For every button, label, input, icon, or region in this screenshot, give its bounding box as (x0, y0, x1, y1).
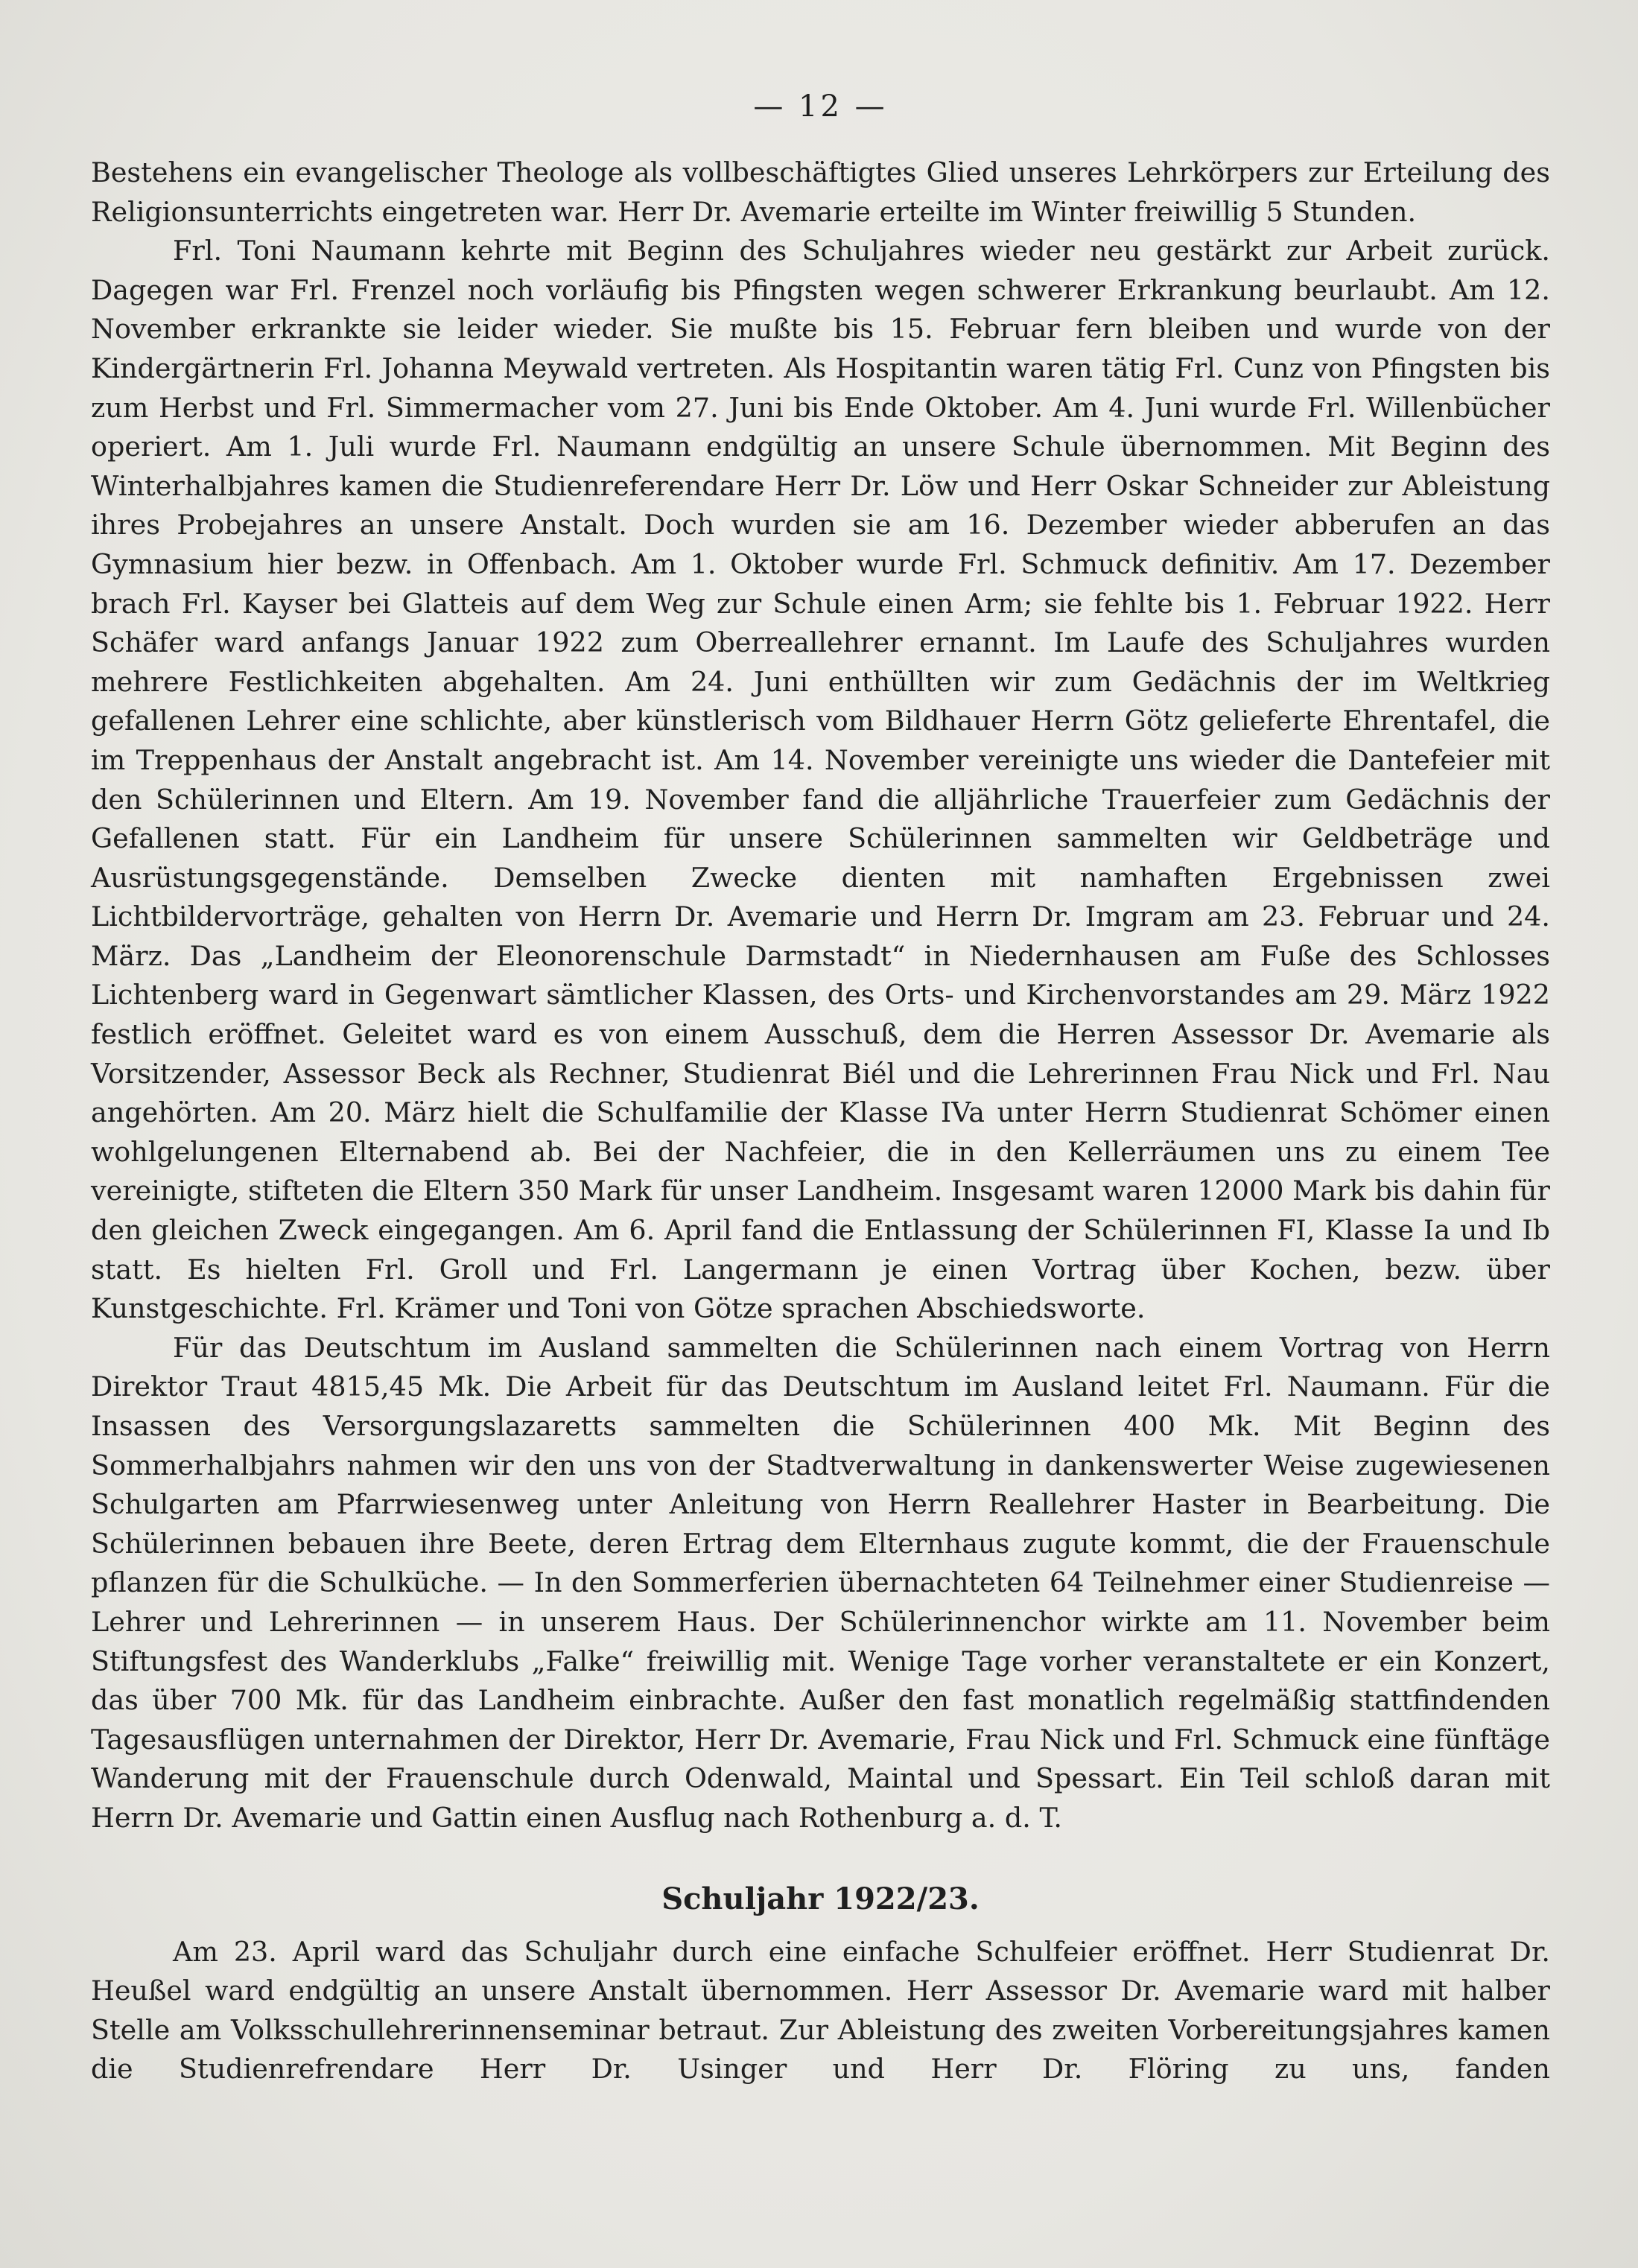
paragraph-school-year-1922: Am 23. April ward das Schuljahr durch eine einfache Schulfeier eröffnet. Herr Studienrat Dr. Heußel ward endgültig an unsere Anstalt übernommen. Herr Assessor Dr. Avemarie ward mit halber Stelle am Volksschullehrerinnenseminar betraut. Zur Ableistung des zweiten Vorbereitungsjahres kamen die Studienrefrendare Herr Dr. Usinger und Herr Dr. Flöring zu uns, fanden (91, 1935, 1550, 2086)
paragraph-collections-and-excursions: Für das Deutschtum im Ausland sammelten die Schülerinnen nach einem Vortrag von Herrn Direktor Traut 4815,45 Mk. Die Arbeit für das Deutschtum im Ausland leitet Frl. Naumann. Für die Insassen des Versorgungslazaretts sammelten die Schülerinnen 400 Mk. Mit Beginn des Sommerhalbjahrs nahmen wir den uns von der Stadtverwaltung in dankenswerter Weise zugewiesenen Schulgarten am Pfarrwiesenweg unter Anleitung von Herrn Reallehrer Haster in Bearbeitung. Die Schülerinnen bebauen ihre Beete, deren Ertrag dem Elternhaus zugute kommt, die der Frauenschule pflanzen für die Schulküche. — In den Sommerferien übernachteten 64 Teilnehmer einer Studienreise — Lehrer und Lehrerinnen — in unserem Haus. Der Schülerinnenchor wirkte am 11. November beim Stiftungsfest des Wanderklubs „Falke“ freiwillig mit. Wenige Tage vorher veranstaltete er ein Konzert, das über 700 Mk. für das Landheim einbrachte. Außer den fast monatlich regelmäßig stattfindenden Tagesausflügen unternahmen der Direktor, Herr Dr. Avemarie, Frau Nick und Frl. Schmuck eine fünftäge Wanderung mit der Frauenschule durch Odenwald, Maintal und Spessart. Ein Teil schloß daran mit Herrn Dr. Avemarie und Gattin einen Ausflug nach Rothenburg a. d. T. (91, 1331, 1550, 1834)
section-heading: Schuljahr 1922/23. (661, 1881, 980, 1916)
paragraph-staff-and-events: Frl. Toni Naumann kehrte mit Beginn des Schuljahres wieder neu gestärkt zur Arbeit zurück. Dagegen war Frl. Frenzel noch vorläufig bis Pfingsten wegen schwerer Erkrankung beurlaubt. Am 12. November erkrankte sie leider wieder. Sie mußte bis 15. Februar fern bleiben und wurde von der Kindergärtnerin Frl. Johanna Meywald vertreten. Als Hospitantin waren tätig Frl. Cunz von Pfingsten bis zum Herbst und Frl. Simmermacher vom 27. Juni bis Ende Oktober. Am 4. Juni wurde Frl. Willenbücher operiert. Am 1. Juli wurde Frl. Naumann endgültig an unsere Schule übernommen. Mit Beginn des Winterhalbjahres kamen die Studienreferendare Herr Dr. Löw und Herr Oskar Schneider zur Ableistung ihres Probejahres an unsere Anstalt. Doch wurden sie am 16. Dezember wieder abberufen an das Gymnasium hier bezw. in Offenbach. Am 1. Oktober wurde Frl. Schmuck definitiv. Am 17. Dezember brach Frl. Kayser bei Glatteis auf dem Weg zur Schule einen Arm; sie fehlte bis 1. Februar 1922. Herr Schäfer ward anfangs Januar 1922 zum Oberreallehrer ernannt. Im Laufe des Schuljahres wurden mehrere Festlichkeiten abgehalten. Am 24. Juni enthüllten wir zum Gedächnis der im Weltkrieg gefallenen Lehrer eine schlichte, aber künstlerisch vom Bildhauer Herrn Götz gelieferte Ehrentafel, die im Treppenhaus der Anstalt angebracht ist. Am 14. November vereinigte uns wieder die Dantefeier mit den Schülerinnen und Eltern. Am 19. November fand die alljährliche Trauerfeier zum Gedächnis der Gefallenen statt. Für ein Landheim für unsere Schülerinnen sammelten wir Geldbeträge und Ausrüstungsgegenstände. Demselben Zwecke dienten mit namhaften Ergebnissen zwei Lichtbildervorträge, gehalten von Herrn Dr. Avemarie und Herrn Dr. Imgram am 23. Februar und 24. März. Das „Landheim der Eleonorenschule Darmstadt“ in Niedernhausen am Fuße des Schlosses Lichtenberg ward in Gegenwart sämtlicher Klassen, des Orts- und Kirchenvorstandes am 29. März 1922 festlich eröffnet. Geleitet ward es von einem Ausschuß, dem die Herren Assessor Dr. Avemarie als Vorsitzender, Assessor Beck als Rechner, Studienrat Biél und die Lehrerinnen Frau Nick und Frl. Nau angehörten. Am 20. März hielt die Schulfamilie der Klasse IVa unter Herrn Studienrat Schömer einen wohlgelungenen Elternabend ab. Bei der Nachfeier, die in den Kellerräumen uns zu einem Tee vereinigte, stifteten die Eltern 350 Mark für unser Landheim. Insgesamt waren 12000 Mark bis dahin für den gleichen Zweck eingegangen. Am 6. April fand die Entlassung der Schülerinnen FI, Klasse Ia und Ib statt. Es hielten Frl. Groll und Frl. Langermann je einen Vortrag über Kochen, bezw. über Kunstgeschichte. Frl. Krämer und Toni von Götze sprachen Abschiedsworte. (91, 235, 1550, 1325)
paragraph-continuation: Bestehens ein evangelischer Theologe als vollbeschäftigtes Glied unseres Lehrkörpers zur Erteilung des Religionsunterrichts eingetreten war. Herr Dr. Avemarie erteilte im Winter freiwillig 5 Stunden. (91, 156, 1550, 228)
page-number: — 12 — (753, 89, 888, 124)
